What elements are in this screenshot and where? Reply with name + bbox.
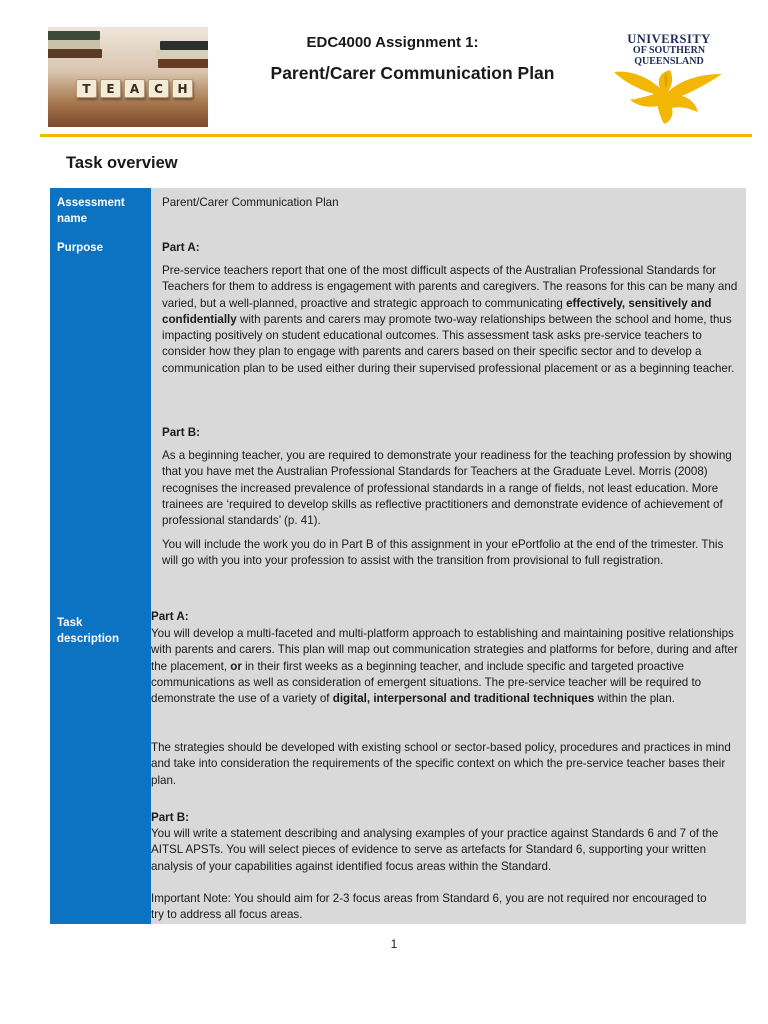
book-stack — [48, 31, 100, 40]
label-column — [50, 188, 151, 924]
task-part-a-text: You will develop a multi-faceted and multi-platform approach to establishing and maintaining positive relationships with parents and carers. This plan will map out communication strategies and platforms for before, during and after the placement, or in their first weeks as a beginning teacher, and include specific and targeted proactive communications as well as consideration of emergent situations. The pre-service teacher will be required to demonstrate the use of a variety of digital, interpersonal and traditional techniques within the plan. — [151, 627, 738, 706]
letter-tile: E — [100, 79, 121, 98]
university-logo — [610, 30, 728, 125]
teach-header-image — [48, 27, 208, 127]
letter-tile: C — [148, 79, 169, 98]
logo-line-1: UNIVERSITY — [627, 32, 711, 46]
page-number: 1 — [390, 937, 398, 951]
book-stack — [48, 40, 100, 49]
purpose-part-a-text: Pre-service teachers report that one of the most difficult aspects of the Australian Professional Standards for Teachers for them to address is engagement with parents and caregivers. The reasons for this can be many and varied, but a well-planned, proactive and strategic approach to communicating effectively, sensitively and confidentially with parents and carers may promote two-way relationships between the school and home, thus impacting positively on student educational outcomes. This assessment task asks pre-service teachers to consider how they plan to engage with parents and carers based on their specific sector and to develop a communication plan to be used either during their supervised professional placement or as a beginning teacher. — [162, 264, 738, 375]
logo-line-2: OF SOUTHERN — [632, 45, 706, 56]
document-title: Parent/Carer Communication Plan — [270, 63, 555, 83]
book-stack — [160, 41, 208, 50]
purpose-part-b-heading: Part B: — [162, 426, 201, 439]
purpose-part-b-paragraph-1: As a beginning teacher, you are required to demonstrate your readiness for the teaching profession by showing that you have met the Australian Professional Standards for Teachers at the Graduate Level. Morris (2008) recognises the increased prevalence of professional standards in a range of fields, not least education. More trainees are ‘required to develop skills as reflective practitioners and demonstrate evidence of achievement of professional standards’ (p. 41). — [162, 449, 732, 528]
logo-line-3: QUEENSLAND — [634, 56, 704, 67]
label-purpose: Purpose — [57, 242, 104, 254]
purpose-part-a-heading: Part A: — [162, 241, 200, 254]
task-part-b-paragraph-1: You will write a statement describing and analysing examples of your practice against Standards 6 and 7 of the AITSL APSTs. You will select pieces of evidence to serve as artefacts for Standard 6, supporting your written analysis of your capabilities against identified focus areas within the Standard. — [151, 827, 719, 873]
phoenix-icon — [610, 66, 728, 126]
assessment-name-value: Parent/Carer Communication Plan — [162, 196, 339, 209]
label-task-description: Task description — [57, 617, 119, 645]
header-divider — [40, 134, 752, 137]
letter-tile: T — [76, 79, 97, 98]
book-stack — [156, 50, 208, 59]
label-assessment-name: Assessment name — [57, 197, 125, 225]
task-part-b-paragraph-2: Important Note: You should aim for 2-3 focus areas from Standard 6, you are not required nor encouraged to try to address all focus areas. — [151, 892, 707, 922]
book-stack — [158, 59, 208, 68]
letter-tile: H — [172, 79, 193, 98]
purpose-part-b-paragraph-2: You will include the work you do in Part B of this assignment in your ePortfolio at the end of the trimester. This will go with you into your profession to assist with the transition from provisional to full registration. — [162, 538, 724, 568]
section-heading: Task overview — [66, 154, 178, 172]
assignment-code: EDC4000 Assignment 1: — [306, 34, 479, 51]
task-part-a-heading: Part A: — [151, 610, 189, 623]
letter-tile: A — [124, 79, 145, 98]
task-part-a-paragraph-2: The strategies should be developed with existing school or sector-based policy, procedures and practices in mind and take into consideration the requirements of the specific context on which the pre-service teacher bases their plan. — [151, 741, 731, 787]
letter-tiles — [76, 79, 193, 98]
task-part-b-heading: Part B: — [151, 811, 190, 824]
book-stack — [48, 49, 102, 58]
